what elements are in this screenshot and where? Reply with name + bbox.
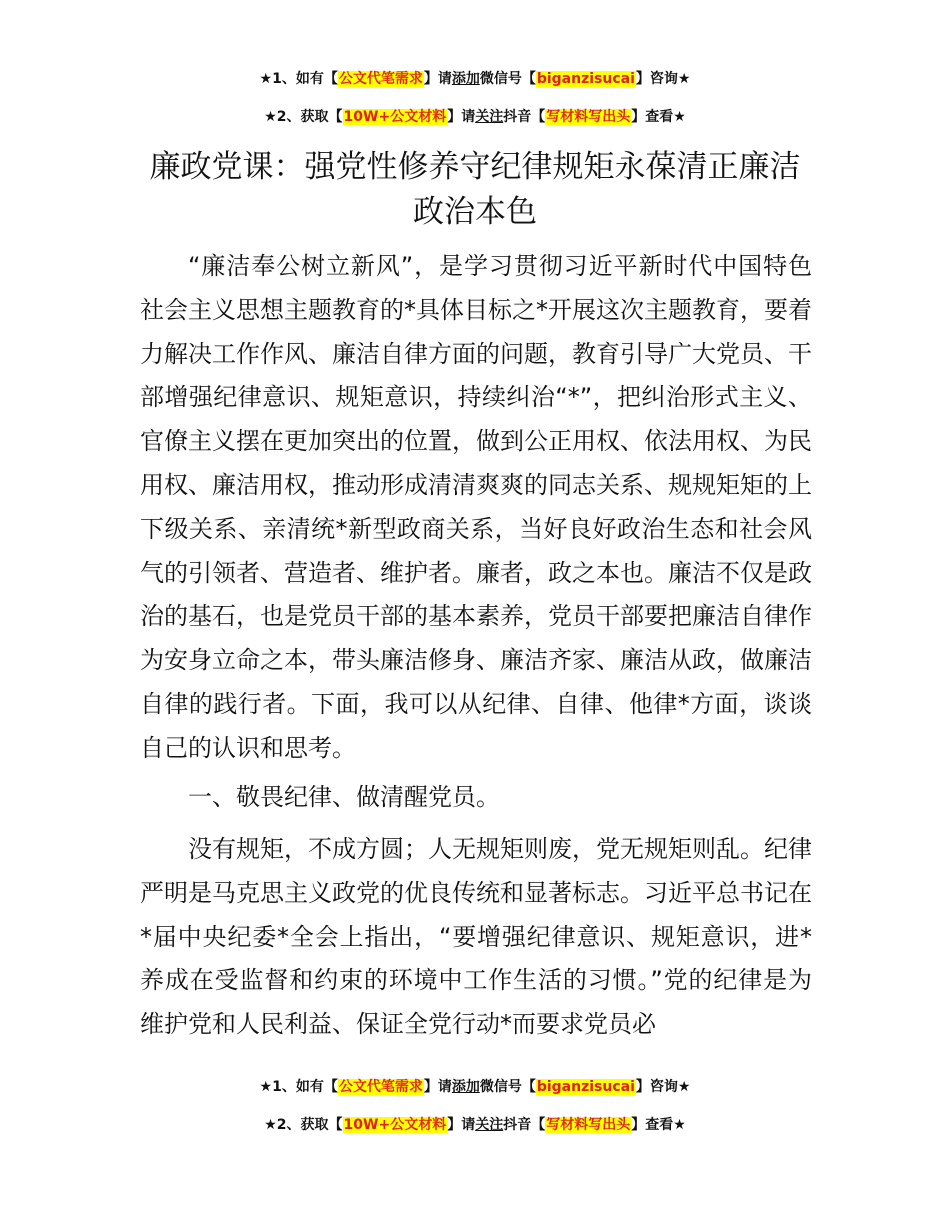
banner-text: 2、获取【: [276, 109, 343, 125]
star-icon: ★: [677, 71, 691, 87]
star-icon: ★: [673, 109, 686, 125]
star-icon: ★: [673, 1117, 686, 1133]
banner-text: 微信号【: [479, 1079, 536, 1095]
star-icon: ★: [259, 1079, 273, 1095]
highlight-wechat-id: biganzisucai: [536, 1079, 635, 1095]
star-icon: ★: [259, 71, 273, 87]
banner-text: 】咨询: [635, 71, 678, 87]
section-heading-1: 一、敬畏纪律、做清醒党员。: [188, 783, 500, 811]
footer-banner-line-1: [0, 1076, 950, 1098]
banner-emphasis: 添加: [451, 1079, 480, 1095]
document-title: 廉政党课：强党性修养守纪律规矩永葆清正廉洁政治本色: [149, 149, 801, 230]
banner-emphasis: 添加: [451, 71, 480, 87]
footer-banner-line-2: [0, 1114, 950, 1136]
banner-text: 2、获取【: [276, 1117, 343, 1133]
body-paragraph-2: 没有规矩，不成方圆；人无规矩则废，党无规矩则乱。纪律严明是马克思主义政党的优良传统和显著标志。习近平总书记在*届中央纪委*全会上指出，“要增强纪律意识、规矩意识，进*养成在受监督和约束的环境中工作生活的习惯。”党的纪律是为维护党和人民利益、保证全党行动*而要求党员必: [140, 835, 812, 1039]
highlight-douyin-id: 写材料写出头: [546, 109, 631, 125]
banner-text: 1、如有【: [272, 71, 338, 87]
body-paragraph-intro: “廉洁奉公树立新风”，是学习贯彻习近平新时代中国特色社会主义思想主题教育的*具体目标之*开展这次主题教育，要着力解决工作作风、廉洁自律方面的问题，教育引导广大党员、干部增强纪律意识、规矩意识，持续纠治“*”，把纠治形式主义、官僚主义摆在更加突出的位置，做到公正用权、依法用权、为民用权、廉洁用权，推动形成清清爽爽的同志关系、规规矩矩的上下级关系、亲清统*新型政商关系，当好良好政治生态和社会风气的引领者、营造者、维护者。廉者，政之本也。廉洁不仅是政治的基石，也是党员干部的基本素养，党员干部要把廉洁自律作为安身立命之本，带头廉洁修身、廉洁齐家、廉洁从政，做廉洁自律的践行者。下面，我可以从纪律、自律、他律*方面，谈谈自己的认识和思考。: [140, 252, 812, 762]
star-icon: ★: [264, 109, 277, 125]
highlight-service: 公文代笔需求: [338, 1079, 423, 1095]
banner-text: 】请: [423, 71, 452, 87]
highlight-wechat-id: biganzisucai: [536, 71, 635, 87]
banner-text: 】请: [447, 1117, 476, 1133]
highlight-materials: 10W+公文材料: [343, 109, 447, 125]
banner-text: 抖音【: [503, 109, 546, 125]
header-banner-line-2: [0, 106, 950, 128]
banner-text: 1、如有【: [272, 1079, 338, 1095]
banner-text: 】查看: [631, 109, 674, 125]
banner-text: 微信号【: [479, 71, 536, 87]
banner-emphasis: 关注: [475, 109, 504, 125]
star-icon: ★: [264, 1117, 277, 1133]
header-banner-line-1: [0, 68, 950, 90]
banner-text: 】请: [423, 1079, 452, 1095]
banner-text: 】查看: [631, 1117, 674, 1133]
banner-text: 】请: [447, 109, 476, 125]
highlight-douyin-id: 写材料写出头: [546, 1117, 631, 1133]
banner-text: 抖音【: [503, 1117, 546, 1133]
highlight-materials: 10W+公文材料: [343, 1117, 447, 1133]
star-icon: ★: [677, 1079, 691, 1095]
banner-text: 】咨询: [635, 1079, 678, 1095]
banner-emphasis: 关注: [475, 1117, 504, 1133]
highlight-service: 公文代笔需求: [338, 71, 423, 87]
